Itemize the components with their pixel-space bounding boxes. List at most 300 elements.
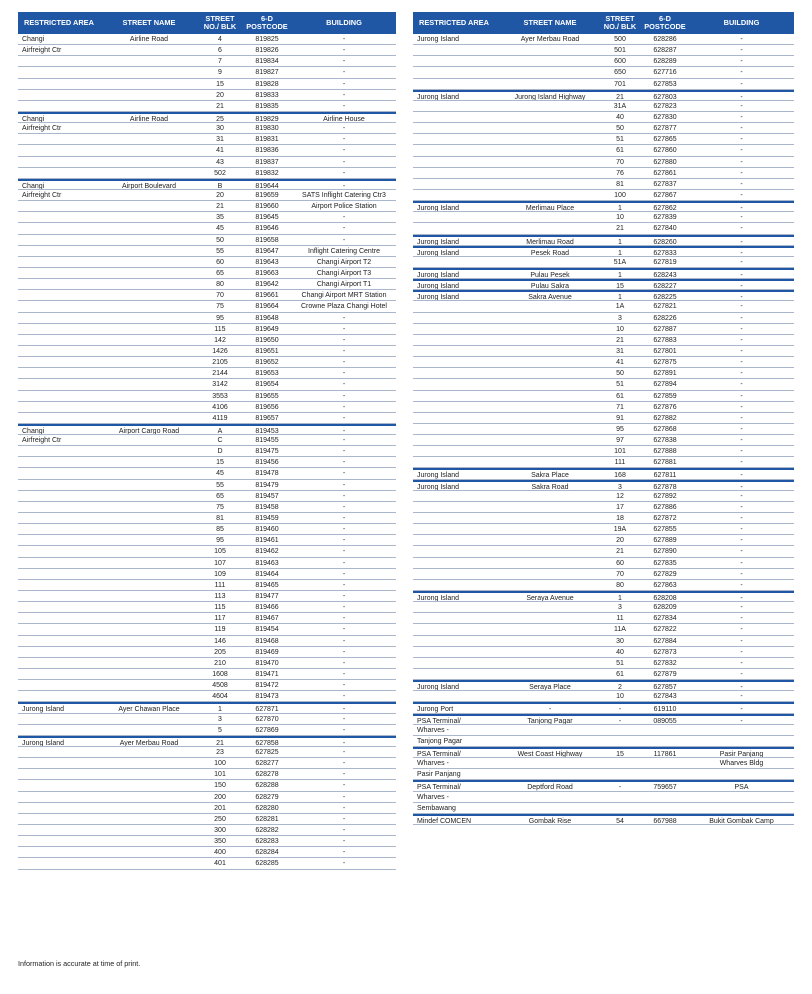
- restricted-area-cell: PSA Terminal/: [417, 784, 461, 791]
- street-name-cell: [501, 56, 599, 66]
- restricted-area-cell: [413, 558, 501, 568]
- restricted-area-cell: [413, 569, 501, 579]
- table-row: [413, 457, 794, 468]
- street-name-cell: [100, 201, 198, 211]
- restricted-area-cell: PSA Terminal/: [417, 751, 461, 758]
- street-name-cell: [501, 535, 599, 545]
- building-cell: -: [342, 749, 346, 756]
- postcode-cell: 117861: [653, 751, 677, 758]
- table-row: [413, 413, 794, 424]
- building-cell: -: [740, 125, 743, 133]
- street-no-cell: 18: [616, 515, 624, 523]
- street-name-cell: [501, 725, 599, 735]
- restricted-area-cell: Tanjong Pagar: [417, 737, 463, 745]
- postcode-cell: 627853: [653, 80, 677, 88]
- table-row: [18, 335, 396, 346]
- building-cell: -: [740, 303, 743, 311]
- building-cell: -: [740, 113, 743, 121]
- restricted-area-cell: [18, 669, 100, 679]
- restricted-area-cell: Changi: [22, 36, 45, 43]
- postcode-cell: 627857: [653, 684, 677, 691]
- street-name-cell: [501, 190, 599, 200]
- street-name-cell: [100, 580, 198, 590]
- table-row: [413, 602, 794, 613]
- postcode-cell: 819475: [255, 448, 279, 456]
- postcode-cell: 819657: [255, 414, 279, 422]
- street-name-cell: [100, 301, 198, 311]
- street-name-cell: [100, 123, 198, 133]
- postcode-cell: 819837: [255, 158, 279, 166]
- street-name-cell: [100, 368, 198, 378]
- street-name-cell: [100, 491, 198, 501]
- postcode-cell: 627881: [653, 459, 677, 467]
- restricted-area-cell: [413, 636, 501, 646]
- restricted-area-cell: Jurong Island: [417, 684, 460, 691]
- street-no-cell: 150: [214, 782, 226, 790]
- building-cell: -: [740, 47, 743, 55]
- postcode-cell: 759657: [653, 784, 677, 791]
- postcode-cell: 627858: [255, 739, 279, 746]
- building-cell: Changi Airport MRT Station: [301, 292, 387, 300]
- building-cell: -: [740, 626, 743, 634]
- restricted-area-cell: [18, 580, 100, 590]
- table-row: [18, 847, 396, 858]
- building-cell: -: [342, 448, 346, 456]
- street-name-cell: [501, 223, 599, 233]
- table-row: [413, 223, 794, 234]
- restricted-area-cell: [413, 524, 501, 534]
- table-row: [18, 647, 396, 658]
- street-no-cell: 21: [216, 739, 224, 746]
- postcode-cell: 819647: [255, 247, 279, 255]
- street-name-cell: [501, 803, 599, 813]
- street-name-cell: [501, 101, 599, 111]
- table-row: [413, 658, 794, 669]
- building-cell: Airline House: [323, 115, 365, 123]
- table-row: [413, 67, 794, 78]
- building-cell: -: [342, 403, 346, 411]
- street-name-cell: [100, 279, 198, 289]
- street-no-cell: 60: [216, 258, 224, 266]
- building-cell: -: [342, 58, 346, 66]
- street-name-cell: [501, 446, 599, 456]
- building-cell: [689, 803, 794, 813]
- street-no-cell: 4604: [212, 693, 228, 701]
- building-cell: -: [342, 581, 346, 589]
- building-cell: -: [740, 191, 743, 199]
- building-cell: -: [740, 336, 743, 344]
- restricted-area-cell: [18, 134, 100, 144]
- building-cell: [689, 736, 794, 746]
- table-row: [413, 201, 794, 212]
- street-name-cell: Ayer Chawan Place: [118, 706, 180, 713]
- street-no-cell: 50: [616, 125, 624, 133]
- street-no-cell: 40: [616, 648, 624, 656]
- table-row: [18, 246, 396, 257]
- street-no-cell: 400: [214, 849, 226, 857]
- street-no-cell: 70: [616, 158, 624, 166]
- restricted-area-cell: [18, 847, 100, 857]
- restricted-area-cell: [18, 101, 100, 111]
- header-street-no: STREET NO./ BLK: [203, 15, 237, 31]
- postcode-cell: 819473: [255, 693, 279, 701]
- street-name-cell: Deptford Road: [527, 784, 573, 791]
- table-row: [18, 792, 396, 803]
- postcode-cell: [641, 769, 689, 779]
- table-row: [18, 67, 396, 78]
- restricted-area-cell: [18, 212, 100, 222]
- building-cell: -: [740, 706, 743, 713]
- street-name-cell: [100, 468, 198, 478]
- table-row: [413, 502, 794, 513]
- table-row: [18, 157, 396, 168]
- building-cell: PSA: [734, 784, 749, 791]
- street-no-cell: 20: [216, 91, 224, 99]
- postcode-cell: 627811: [653, 472, 677, 479]
- table-row: [18, 558, 396, 569]
- building-cell: -: [740, 570, 743, 578]
- restricted-area-cell: [413, 513, 501, 523]
- street-no-cell: 15: [216, 459, 224, 467]
- street-no-cell: [599, 792, 641, 802]
- table-row: [18, 324, 396, 335]
- postcode-cell: 619110: [653, 706, 677, 713]
- street-name-cell: [100, 101, 198, 111]
- postcode-cell: 628279: [255, 793, 279, 801]
- restricted-area-cell: [413, 413, 501, 423]
- postcode-cell: 628287: [653, 47, 677, 55]
- postcode-cell: 819468: [255, 637, 279, 645]
- restricted-area-cell: Jurong Island: [417, 249, 460, 256]
- postcode-cell: 819659: [255, 191, 279, 199]
- street-no-cell: 4508: [212, 682, 228, 690]
- postcode-cell: 628286: [653, 36, 677, 43]
- street-no-cell: 1608: [212, 671, 228, 679]
- building-cell: -: [740, 483, 743, 490]
- postcode-cell: 627883: [653, 336, 677, 344]
- street-name-cell: [501, 457, 599, 467]
- street-no-cell: 30: [216, 125, 224, 133]
- street-name-cell: Ayer Merbau Road: [119, 739, 179, 746]
- postcode-cell: 819829: [255, 115, 279, 123]
- postcode-cell: 819656: [255, 403, 279, 411]
- table-row: [413, 391, 794, 402]
- header-street-name: STREET NAME: [523, 19, 577, 27]
- header-restricted-area: RESTRICTED AREA: [24, 19, 94, 27]
- street-name-cell: Pesek Road: [530, 249, 570, 256]
- postcode-cell: 819472: [255, 682, 279, 690]
- street-name-cell: [100, 168, 198, 178]
- street-no-cell: 2: [618, 684, 622, 691]
- restricted-area-cell: [413, 145, 501, 155]
- building-cell: -: [740, 238, 743, 245]
- building-cell: -: [342, 325, 346, 333]
- table-row: [413, 624, 794, 635]
- restricted-area-cell: [413, 613, 501, 623]
- restricted-area-cell: [413, 457, 501, 467]
- building-cell: [689, 769, 794, 779]
- street-name-cell: [100, 235, 198, 245]
- building-cell: -: [342, 626, 346, 634]
- restricted-area-cell: [413, 179, 501, 189]
- restricted-area-cell: [413, 502, 501, 512]
- postcode-cell: 819827: [255, 69, 279, 77]
- street-name-cell: Seraya Avenue: [526, 595, 574, 602]
- restricted-area-cell: [18, 324, 100, 334]
- postcode-cell: 819825: [255, 36, 279, 43]
- street-no-cell: [599, 725, 641, 735]
- street-no-cell: 3553: [212, 392, 228, 400]
- building-cell: -: [740, 214, 743, 222]
- postcode-cell: 628260: [653, 238, 677, 245]
- postcode-cell: 819663: [255, 269, 279, 277]
- postcode-cell: 819833: [255, 91, 279, 99]
- table-row: [413, 613, 794, 624]
- postcode-cell: 819642: [255, 281, 279, 289]
- restricted-area-cell: [413, 301, 501, 311]
- street-no-cell: 117: [214, 615, 226, 623]
- restricted-area-cell: [18, 803, 100, 813]
- street-name-cell: [501, 413, 599, 423]
- postcode-cell: 628226: [653, 314, 677, 322]
- building-cell: -: [342, 427, 346, 435]
- building-cell: -: [740, 225, 743, 233]
- postcode-cell: 628280: [255, 804, 279, 812]
- building-cell: -: [342, 771, 346, 779]
- street-name-cell: [100, 313, 198, 323]
- restricted-area-cell: [18, 157, 100, 167]
- street-no-cell: 21: [616, 225, 624, 233]
- table-row: [18, 758, 396, 769]
- restricted-area-cell: [413, 190, 501, 200]
- table-row: [413, 780, 794, 791]
- postcode-cell: 627879: [653, 671, 677, 679]
- postcode-cell: 628289: [653, 58, 677, 66]
- postcode-cell: 627835: [653, 559, 677, 567]
- table-row: [18, 858, 396, 869]
- street-name-cell: [100, 847, 198, 857]
- postcode-cell: 628227: [653, 283, 677, 290]
- building-cell: -: [342, 214, 346, 222]
- table-row: [413, 145, 794, 156]
- street-name-cell: [100, 825, 198, 835]
- header-restricted-area: RESTRICTED AREA: [419, 19, 489, 27]
- table-row: [18, 803, 396, 814]
- postcode-cell: 627855: [653, 526, 677, 534]
- street-name-cell: [100, 636, 198, 646]
- table-row: [413, 758, 794, 769]
- street-name-cell: [100, 792, 198, 802]
- table-row: [413, 691, 794, 702]
- postcode-cell: 819646: [255, 225, 279, 233]
- table-row: [18, 691, 396, 702]
- postcode-cell: 819643: [255, 258, 279, 266]
- restricted-area-cell: [18, 480, 100, 490]
- street-name-cell: [100, 268, 198, 278]
- table-row: [413, 368, 794, 379]
- restricted-area-cell: [413, 491, 501, 501]
- building-cell: -: [342, 693, 346, 701]
- street-no-cell: 31: [216, 136, 224, 144]
- building-cell: -: [740, 325, 743, 333]
- table-row: [413, 190, 794, 201]
- table-row: [413, 803, 794, 814]
- table-row: [413, 636, 794, 647]
- building-cell: -: [740, 381, 743, 389]
- street-no-cell: [599, 758, 641, 768]
- table-row: [413, 769, 794, 780]
- table-row: [18, 814, 396, 825]
- street-no-cell: 142: [214, 336, 226, 344]
- postcode-cell: 627861: [653, 169, 677, 177]
- street-no-cell: 119: [214, 626, 226, 634]
- table-row: [18, 725, 396, 736]
- postcode-cell: 819835: [255, 102, 279, 110]
- building-cell: -: [740, 671, 743, 679]
- street-no-cell: 65: [216, 269, 224, 277]
- table-row: [413, 480, 794, 491]
- street-no-cell: 502: [214, 169, 226, 177]
- restricted-area-cell: [18, 446, 100, 456]
- street-name-cell: [100, 714, 198, 724]
- street-no-cell: 11: [616, 615, 624, 623]
- postcode-cell: 628283: [255, 838, 279, 846]
- table-row: [18, 235, 396, 246]
- postcode-cell: 627839: [653, 214, 677, 222]
- restricted-area-cell: Changi: [22, 427, 45, 435]
- restricted-area-cell: [18, 379, 100, 389]
- postcode-cell: 627833: [653, 249, 677, 256]
- building-cell: -: [740, 448, 743, 456]
- street-no-cell: 2144: [212, 370, 228, 378]
- building-cell: -: [342, 715, 346, 723]
- restricted-area-cell: Jurong Island: [417, 93, 460, 100]
- table-row: [18, 45, 396, 56]
- street-no-cell: 111: [214, 581, 226, 589]
- street-name-cell: Sakra Avenue: [528, 294, 572, 301]
- postcode-cell: 628243: [653, 271, 677, 279]
- restricted-area-cell: Jurong Island: [22, 739, 65, 746]
- street-name-cell: [100, 558, 198, 568]
- postcode-cell: 628282: [255, 826, 279, 834]
- building-cell: -: [342, 102, 346, 110]
- street-no-cell: [599, 736, 641, 746]
- postcode-cell: 819466: [255, 604, 279, 612]
- table-row: [18, 179, 396, 190]
- building-cell: -: [342, 381, 346, 389]
- street-name-cell: [100, 246, 198, 256]
- street-no-cell: 40: [616, 113, 624, 121]
- restricted-area-cell: [18, 335, 100, 345]
- table-row: [413, 647, 794, 658]
- building-cell: -: [740, 414, 743, 422]
- street-name-cell: [100, 90, 198, 100]
- restricted-area-cell: Jurong Island: [417, 294, 460, 301]
- street-name-cell: [100, 524, 198, 534]
- street-no-cell: 10: [616, 325, 624, 333]
- restricted-area-cell: [413, 446, 501, 456]
- building-cell: -: [342, 169, 346, 177]
- table-row: [413, 468, 794, 479]
- postcode-cell: 819655: [255, 392, 279, 400]
- table-row: [18, 368, 396, 379]
- street-no-cell: 55: [216, 481, 224, 489]
- building-cell: -: [740, 370, 743, 378]
- postcode-cell: 667988: [653, 817, 677, 824]
- table-row: [18, 658, 396, 669]
- street-no-cell: 70: [216, 292, 224, 300]
- table-row: [413, 446, 794, 457]
- restricted-area-cell: [18, 346, 100, 356]
- postcode-cell: 819831: [255, 136, 279, 144]
- street-no-cell: 75: [216, 503, 224, 511]
- restricted-area-cell: Jurong Island: [417, 238, 460, 245]
- postcode-cell: 627865: [653, 136, 677, 144]
- street-name-cell: [100, 780, 198, 790]
- building-cell: Pasir Panjang: [719, 751, 764, 758]
- building-cell: -: [342, 359, 346, 367]
- building-cell: -: [342, 69, 346, 77]
- street-no-cell: 19A: [613, 526, 627, 534]
- restricted-area-cell: Airfreight Ctr: [22, 47, 62, 55]
- street-no-cell: 4: [218, 36, 222, 43]
- street-name-cell: [501, 613, 599, 623]
- restricted-area-cell: [18, 758, 100, 768]
- street-name-cell: [501, 179, 599, 189]
- postcode-cell: 628281: [255, 815, 279, 823]
- street-name-cell: [100, 324, 198, 334]
- building-cell: -: [342, 615, 346, 623]
- street-name-cell: [501, 313, 599, 323]
- street-no-cell: 21: [216, 102, 224, 110]
- street-name-cell: [100, 67, 198, 77]
- restricted-area-cell: Jurong Island: [417, 36, 460, 43]
- street-no-cell: 600: [614, 58, 626, 66]
- table-row: [413, 335, 794, 346]
- street-no-cell: 200: [214, 793, 226, 801]
- postcode-cell: 627837: [653, 180, 677, 188]
- street-name-cell: [100, 535, 198, 545]
- postcode-cell: 627870: [255, 715, 279, 723]
- street-no-cell: 15: [616, 283, 624, 290]
- building-cell: -: [342, 314, 346, 322]
- postcode-cell: 627873: [653, 648, 677, 656]
- restricted-area-cell: Changi: [22, 115, 45, 123]
- table-row: [413, 290, 794, 301]
- table-row: [18, 580, 396, 591]
- header-street-name: STREET NAME: [122, 19, 176, 27]
- restricted-area-cell: [18, 79, 100, 89]
- street-no-cell: 50: [216, 236, 224, 244]
- street-name-cell: [501, 491, 599, 501]
- street-name-cell: [100, 546, 198, 556]
- street-no-cell: 21: [616, 548, 624, 556]
- restricted-area-cell: [18, 257, 100, 267]
- street-no-cell: 146: [214, 637, 226, 645]
- header-building: BUILDING: [326, 19, 362, 27]
- street-no-cell: 71: [616, 403, 624, 411]
- header-postcode: 6-D POSTCODE: [644, 15, 686, 31]
- postcode-cell: 819471: [255, 671, 279, 679]
- street-no-cell: 1: [618, 294, 622, 301]
- restricted-area-cell: [18, 56, 100, 66]
- street-name-cell: Merlimau Place: [525, 205, 575, 212]
- building-cell: -: [740, 294, 743, 301]
- table-row: [413, 301, 794, 312]
- street-no-cell: 91: [616, 414, 624, 422]
- table-row: [413, 435, 794, 446]
- building-cell: -: [342, 860, 346, 868]
